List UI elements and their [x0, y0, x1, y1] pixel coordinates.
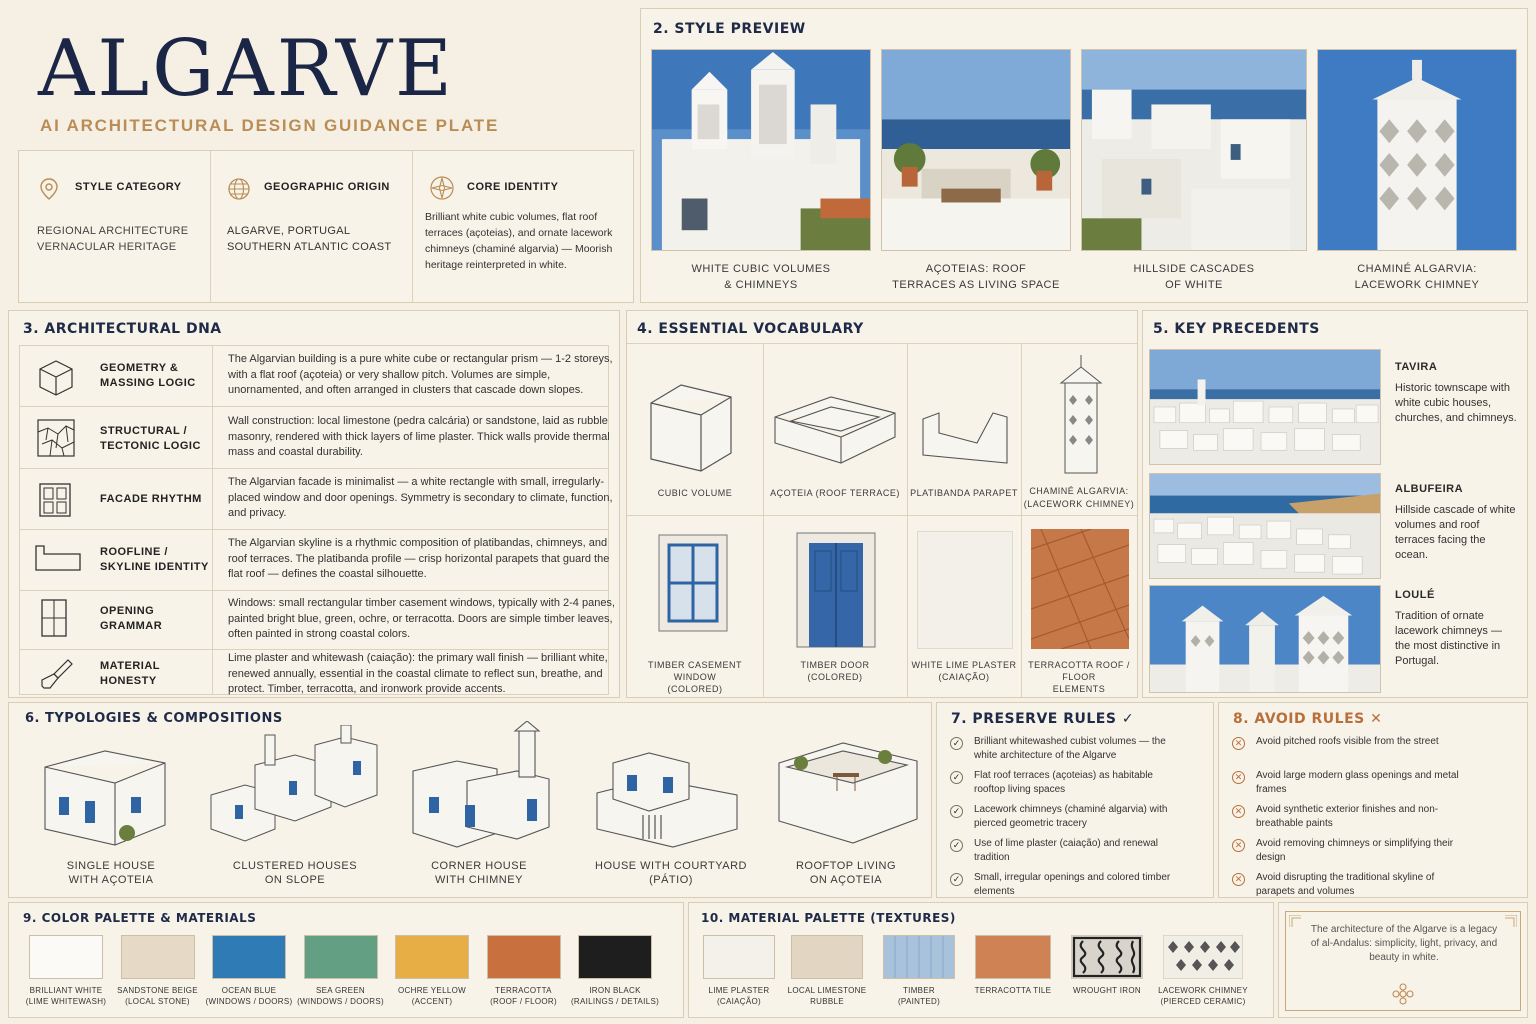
- vocab-caption-1: CUBIC VOLUME: [657, 488, 733, 498]
- geographic-origin-label: GEOGRAPHIC ORIGIN: [264, 181, 390, 193]
- texture-lacework-chimney: [1163, 935, 1243, 979]
- color-swatch: [304, 935, 378, 979]
- vocab-caption-3: PLATIBANDA PARAPET: [910, 488, 1018, 498]
- texture-caption-4: TERRACOTTA TILE: [974, 986, 1052, 995]
- preview-caption-2: AÇOTEIAS: ROOF TERRACES AS LIVING SPACE: [892, 263, 1060, 291]
- dna-label-opening: OPENING GRAMMAR: [100, 605, 163, 632]
- corner-ornament-icon: [1289, 915, 1301, 927]
- color-swatch-caption: OCHRE YELLOW (ACCENT): [398, 986, 466, 1006]
- quote-panel: [1278, 902, 1528, 1018]
- avoid-rule-5: Avoid disrupting the traditional skyline of parapets and volumes: [1256, 872, 1435, 897]
- color-swatch-caption: SEA GREEN (WINDOWS / DOORS): [297, 986, 384, 1006]
- dna-label-roofline: ROOFLINE / SKYLINE IDENTITY: [100, 546, 209, 573]
- color-palette-panel: [8, 902, 684, 1018]
- flower-ornament-icon: [1392, 983, 1414, 1005]
- core-identity-text: Brilliant white cubic volumes, flat roof terraces (açoteias), and ornate lacework chimneys (chaminé algarvia) — Moorish heritage reinterpreted in white.: [425, 211, 613, 271]
- preview-photo-cubic-volumes: [651, 49, 871, 251]
- quote-text: The architecture of the Algarve is a legacy of al-Andalus: simplicity, light, privacy, and beauty in white.: [1310, 924, 1498, 963]
- geographic-origin-text: ALGARVE, PORTUGAL SOUTHERN ATLANTIC COAST: [227, 225, 392, 253]
- preview-caption-3: HILLSIDE CASCADES OF WHITE: [1133, 263, 1255, 291]
- check-icon: ✓: [950, 873, 963, 886]
- style-category-label: STYLE CATEGORY: [75, 181, 182, 193]
- preserve-rule-1: Brilliant whitewashed cubist volumes — the white architecture of the Algarve: [974, 736, 1166, 761]
- dna-text-material: Lime plaster and whitewash (caiação): the primary wall finish — brilliant white, renewed annually, essential in the coastal climate to reflect sun, breathe, and protect. Timber, terracotta, and ironwork provide accents.: [228, 652, 608, 695]
- core-identity-label: CORE IDENTITY: [467, 181, 559, 193]
- dna-text-structural: Wall construction: local limestone (pedra calcária) or sandstone, laid as rubble masonry, rendered with thick layers of lime plaster. Thick walls provide thermal mass and coastal durability.: [228, 415, 610, 458]
- texture-wrought-iron: [1071, 935, 1143, 979]
- typology-caption-1: SINGLE HOUSE WITH AÇOTEIA: [66, 860, 156, 886]
- texture-caption-5: WROUGHT IRON: [1073, 986, 1141, 995]
- color-swatch-caption: BRILLIANT WHITE (LIME WHITEWASH): [25, 986, 107, 1006]
- precedent-photo-loule: [1149, 585, 1381, 693]
- cross-icon: ✕: [1232, 839, 1245, 852]
- globe-icon: [227, 177, 251, 201]
- typology-caption-3: CORNER HOUSE WITH CHIMNEY: [431, 860, 527, 886]
- texture-limestone-rubble: [791, 935, 863, 979]
- preview-photo-hillside: [1081, 49, 1307, 251]
- rubble-masonry-icon: [36, 418, 76, 458]
- cross-icon: ✕: [1232, 873, 1245, 886]
- texture-terracotta-tile: [975, 935, 1051, 979]
- timber-door-sketch: [793, 529, 879, 651]
- window-icon: [40, 598, 68, 638]
- map-pin-icon: [39, 177, 59, 201]
- color-swatch: [121, 935, 195, 979]
- cross-icon: ✕: [1232, 805, 1245, 818]
- color-swatch-caption: TERRACOTTA (ROOF / FLOOR): [490, 986, 557, 1006]
- overview-panel: [18, 150, 634, 303]
- precedent-name-albufeira: ALBUFEIRA: [1395, 483, 1464, 495]
- avoid-rule-1: Avoid pitched roofs visible from the street: [1256, 736, 1439, 747]
- dna-table: [19, 345, 615, 695]
- roofline-icon: [34, 542, 82, 574]
- vocabulary-grid: [627, 343, 1137, 697]
- color-swatch: [578, 935, 652, 979]
- typologies-panel: [8, 702, 932, 898]
- corner-house-sketch: [407, 721, 555, 851]
- vocab-caption-4: CHAMINÉ ALGARVIA: (LACEWORK CHIMNEY): [1023, 486, 1135, 509]
- texture-caption-6: LACEWORK CHIMNEY (PIERCED CERAMIC): [1158, 986, 1248, 1006]
- dna-text-opening: Windows: small rectangular timber casement windows, typically with 2-4 panes, painted bright blue, green, ochre, or terracotta. Doors are simple timber leaves, often painted in strong coastal colors.: [228, 597, 615, 640]
- texture-painted-timber: [883, 935, 955, 979]
- texture-caption-3: TIMBER (PAINTED): [897, 986, 941, 1006]
- precedent-name-tavira: TAVIRA: [1395, 361, 1438, 373]
- preserve-rule-4: Use of lime plaster (caiação) and renewal tradition: [974, 838, 1158, 863]
- style-preview-heading: 2. STYLE PREVIEW: [653, 21, 806, 37]
- preserve-rule-3: Lacework chimneys (chaminé algarvia) with pierced geometric tracery: [974, 804, 1168, 829]
- lacework-chimney-sketch: [1053, 353, 1109, 477]
- texture-lime-plaster: [703, 935, 775, 979]
- vocab-caption-7: WHITE LIME PLASTER (CAIAÇÃO): [911, 660, 1017, 682]
- style-category-text: REGIONAL ARCHITECTURE VERNACULAR HERITAGE: [37, 225, 189, 253]
- color-swatch: [395, 935, 469, 979]
- single-house-sketch: [35, 737, 185, 849]
- color-palette-heading: 9. COLOR PALETTE & MATERIALS: [23, 911, 257, 925]
- dna-label-material: MATERIAL HONESTY: [100, 660, 161, 687]
- vocab-caption-8: TERRACOTTA ROOF / FLOOR ELEMENTS: [1028, 660, 1130, 694]
- platibanda-sketch: [917, 393, 1013, 473]
- precedent-text-tavira: Historic townscape with white cubic houses, churches, and chimneys.: [1395, 382, 1517, 424]
- corner-ornament-icon: [1505, 915, 1517, 927]
- dna-text-roofline: The Algarvian skyline is a rhythmic composition of platibandas, chimneys, and roof terraces. The platibanda profile — crisp horizontal parapets that guard the flat roof — defines the coastal silhouette.: [228, 537, 610, 580]
- vocab-caption-2: AÇOTEIA (ROOF TERRACE): [770, 488, 900, 498]
- essential-vocabulary-heading: 4. ESSENTIAL VOCABULARY: [637, 321, 864, 337]
- dna-text-facade: The Algarvian facade is minimalist — a white rectangle with small, irregularly-placed window and door openings. Symmetry is secondary to climate, function, and privacy.: [228, 476, 613, 519]
- courtyard-house-sketch: [593, 739, 743, 849]
- color-swatch-caption: IRON BLACK (RAILINGS / DETAILS): [570, 986, 660, 1006]
- timber-window-sketch: [655, 531, 731, 635]
- typology-caption-2: CLUSTERED HOUSES ON SLOPE: [232, 860, 358, 886]
- terracotta-tile-texture: [1031, 529, 1129, 649]
- preview-caption-4: CHAMINÉ ALGARVIA: LACEWORK CHIMNEY: [1354, 263, 1480, 291]
- brush-icon: [38, 656, 74, 692]
- key-precedents-heading: 5. KEY PRECEDENTS: [1153, 321, 1320, 337]
- dna-label-geometry: GEOMETRY & MASSING LOGIC: [100, 362, 196, 389]
- compass-rose-icon: [429, 175, 455, 201]
- check-icon: ✓: [950, 839, 963, 852]
- window-grid-icon: [38, 482, 72, 518]
- key-precedents-panel: [1142, 310, 1528, 698]
- dna-label-facade: FACADE RHYTHM: [100, 493, 202, 505]
- acoteia-sketch: [771, 387, 899, 467]
- typology-caption-5: ROOFTOP LIVING ON AÇOTEIA: [795, 860, 897, 886]
- preview-caption-1: WHITE CUBIC VOLUMES & CHIMNEYS: [691, 263, 831, 291]
- color-swatch: [29, 935, 103, 979]
- preview-photo-acoteias: [881, 49, 1071, 251]
- architectural-dna-heading: 3. ARCHITECTURAL DNA: [23, 321, 222, 337]
- color-swatch-caption: OCEAN BLUE (WINDOWS / DOORS): [205, 986, 293, 1006]
- precedent-name-loule: LOULÉ: [1395, 589, 1435, 601]
- page-title: ALGARVE: [38, 24, 455, 114]
- avoid-rules-panel: [1218, 702, 1528, 898]
- clustered-houses-sketch: [205, 725, 383, 849]
- preserve-rules-panel: [936, 702, 1214, 898]
- dna-label-structural: STRUCTURAL / TECTONIC LOGIC: [100, 425, 201, 452]
- material-textures-panel: [688, 902, 1274, 1018]
- vocab-caption-5: TIMBER CASEMENT WINDOW (COLORED): [647, 660, 742, 694]
- rooftop-living-sketch: [773, 733, 923, 849]
- typology-caption-4: HOUSE WITH COURTYARD (PÁTIO): [595, 860, 747, 886]
- precedent-text-albufeira: Hillside cascade of white volumes and roof terraces facing the ocean.: [1395, 504, 1516, 561]
- check-icon: ✓: [950, 771, 963, 784]
- color-swatch: [487, 935, 561, 979]
- cube-icon: [36, 358, 76, 398]
- architectural-dna-panel: [8, 310, 620, 698]
- style-preview-panel: [640, 8, 1528, 303]
- preserve-rule-5: Small, irregular openings and colored timber elements: [974, 872, 1171, 897]
- preserve-rules-heading: 7. PRESERVE RULES ✓: [951, 711, 1135, 727]
- avoid-rule-4: Avoid removing chimneys or simplifying their design: [1256, 838, 1454, 863]
- texture-caption-1: LIME PLASTER (CAIAÇÃO): [708, 986, 770, 1006]
- check-icon: ✓: [950, 737, 963, 750]
- precedent-photo-tavira: [1149, 349, 1381, 465]
- cubic-volume-sketch: [641, 373, 741, 473]
- essential-vocabulary-panel: [626, 310, 1138, 698]
- page-subtitle: AI ARCHITECTURAL DESIGN GUIDANCE PLATE: [40, 116, 500, 135]
- color-swatch-caption: SANDSTONE BEIGE (LOCAL STONE): [117, 986, 198, 1006]
- cross-icon: ✕: [1232, 737, 1245, 750]
- avoid-rule-3: Avoid synthetic exterior finishes and non-breathable paints: [1256, 804, 1439, 829]
- dna-text-geometry: The Algarvian building is a pure white cube or rectangular prism — 1-2 storeys, with a flat roof (açoteia) or very shallow pitch. Volumes are simple, unornamented, and often arranged in clusters that cascade down slopes.: [228, 353, 613, 396]
- avoid-rule-2: Avoid large modern glass openings and metal frames: [1256, 770, 1459, 795]
- typologies-heading: 6. TYPOLOGIES & COMPOSITIONS: [25, 711, 283, 726]
- precedent-text-loule: Tradition of ornate lacework chimneys — the most distinctive in Portugal.: [1395, 610, 1502, 667]
- precedent-photo-albufeira: [1149, 473, 1381, 579]
- color-swatch: [212, 935, 286, 979]
- preserve-rule-2: Flat roof terraces (açoteias) as habitable rooftop living spaces: [974, 770, 1153, 795]
- texture-caption-2: LOCAL LIMESTONE RUBBLE: [787, 986, 867, 1006]
- cross-icon: ✕: [1232, 771, 1245, 784]
- lime-plaster-texture: [917, 531, 1013, 649]
- avoid-rules-heading: 8. AVOID RULES ✕: [1233, 711, 1383, 727]
- preview-photo-chimney: [1317, 49, 1517, 251]
- check-icon: ✓: [950, 805, 963, 818]
- material-textures-heading: 10. MATERIAL PALETTE (TEXTURES): [701, 911, 956, 925]
- vocab-caption-6: TIMBER DOOR (COLORED): [800, 660, 870, 682]
